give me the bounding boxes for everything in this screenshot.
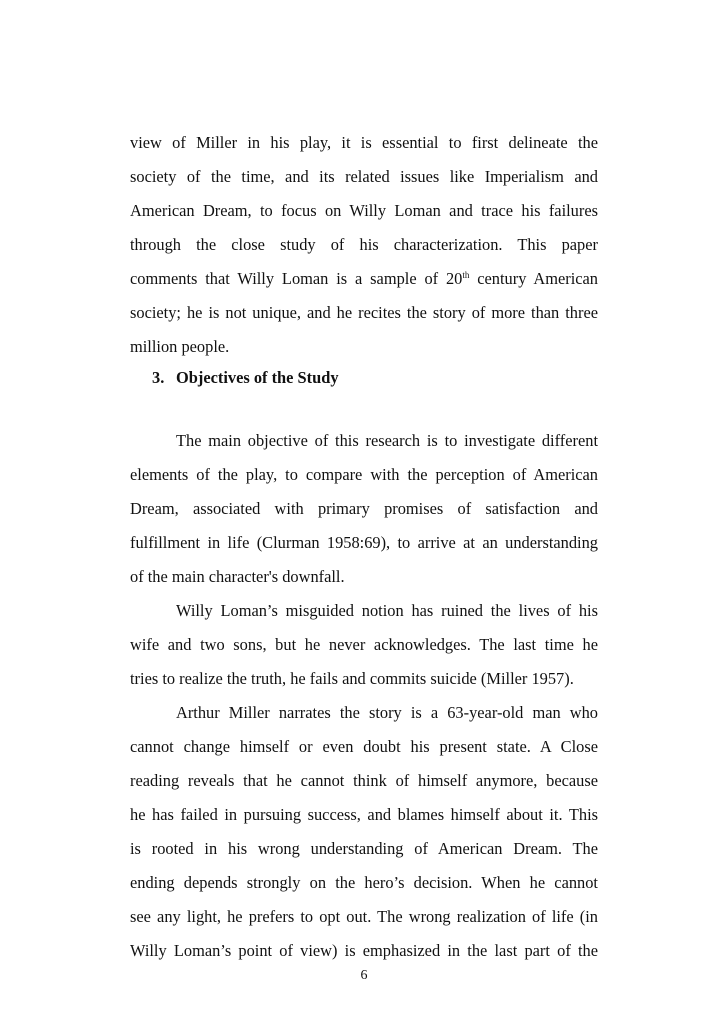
- text-line: Dream, associated with primary promises of satisfaction and: [130, 499, 598, 518]
- text-line: is rooted in his wrong understanding of American Dream. The: [130, 839, 598, 858]
- body-text: [130, 424, 598, 968]
- section-title: Objectives of the Study: [176, 368, 339, 387]
- text-line: of the main character's downfall.: [130, 567, 345, 586]
- text-line: wife and two sons, but he never acknowledges. The last time he: [130, 635, 598, 654]
- intro-paragraph: [130, 126, 598, 364]
- text-line: society of the time, and its related issues like Imperialism and: [130, 167, 598, 186]
- text-line: ending depends strongly on the hero’s decision. When he cannot: [130, 873, 598, 892]
- text-line: The main objective of this research is to investigate different: [176, 431, 598, 450]
- text-line: view of Miller in his play, it is essential to first delineate the: [130, 133, 598, 152]
- text-line: tries to realize the truth, he fails and commits suicide (Miller 1957).: [130, 669, 574, 688]
- paragraph-narration: [130, 696, 598, 968]
- text-line: Willy Loman’s misguided notion has ruined the lives of his: [176, 601, 598, 620]
- text-line: society; he is not unique, and he recites the story of more than three: [130, 303, 598, 322]
- text-line: elements of the play, to compare with the perception of American: [130, 465, 598, 484]
- text-line: see any light, he prefers to opt out. The wrong realization of life (in: [130, 907, 598, 926]
- text-line: reading reveals that he cannot think of himself anymore, because: [130, 771, 598, 790]
- superscript: th: [462, 270, 470, 280]
- text-line: Arthur Miller narrates the story is a 63-year-old man who: [176, 703, 598, 722]
- text-line: fulfillment in life (Clurman 1958:69), to arrive at an understanding: [130, 533, 598, 552]
- text-line: American Dream, to focus on Willy Loman and trace his failures: [130, 201, 598, 220]
- paragraph-objectives: [130, 424, 598, 594]
- section-number: 3.: [152, 368, 165, 387]
- text-line: [130, 262, 598, 296]
- text-fragment: century American: [469, 269, 598, 288]
- text-line: Willy Loman’s point of view) is emphasized in the last part of the: [130, 941, 598, 960]
- text-line: million people.: [130, 337, 230, 356]
- text-fragment: comments that Willy Loman is a sample of 20: [130, 269, 463, 288]
- page-number: 6: [360, 968, 368, 983]
- paragraph-misguided-notion: [130, 594, 598, 696]
- text-line: he has failed in pursuing success, and blames himself about it. This: [130, 805, 598, 824]
- section-heading: [152, 366, 339, 390]
- text-line: through the close study of his characterization. This paper: [130, 235, 598, 254]
- text-line: cannot change himself or even doubt his present state. A Close: [130, 737, 598, 756]
